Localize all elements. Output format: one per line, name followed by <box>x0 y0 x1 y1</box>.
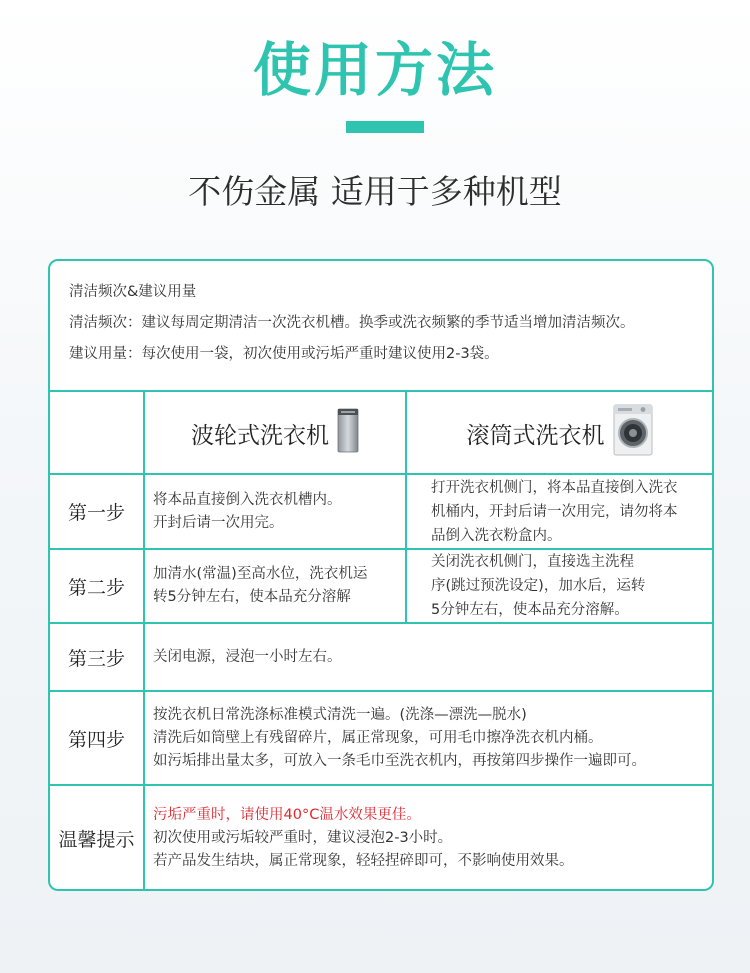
step-1-front-loader <box>431 475 712 548</box>
step-2-top-loader <box>145 550 405 622</box>
step-2-front-loader <box>431 550 712 622</box>
tips-text: 初次使用或污垢较严重时，建议浸泡2-3小时。 <box>153 830 453 846</box>
step-text: 如污垢排出量太多，可放入一条毛巾至洗衣机内，再按第四步操作一遍即可。 <box>153 752 646 769</box>
header-top-loader <box>145 392 405 474</box>
intro-heading: 清洁频次&建议用量 <box>69 284 197 300</box>
step-text: 关闭洗衣机侧门，直接选主洗程 <box>431 554 634 570</box>
step-text: 将本品直接倒入洗衣机槽内。 <box>153 491 342 508</box>
step-text: 转5分钟左右，使本品充分溶解 <box>153 589 351 605</box>
header-front-loader <box>407 392 712 474</box>
intro-dosage: 建议用量：每次使用一袋，初次使用或污垢严重时建议使用2-3袋。 <box>69 346 499 362</box>
step-1-label: 第一步 <box>67 502 125 524</box>
step-3-label: 第三步 <box>67 647 125 670</box>
step-3-content <box>145 624 712 690</box>
instructions-table <box>48 259 714 891</box>
step-4-content <box>145 692 712 784</box>
front-loader-label: 滚筒式洗衣机 <box>466 422 605 449</box>
step-text: 打开洗衣机侧门，将本品直接倒入洗衣 <box>431 479 678 496</box>
tips-content <box>145 786 712 891</box>
step-text: 清洗后如筒壁上有残留碎片，属正常现象，可用毛巾擦净洗衣机内桶。 <box>153 729 603 746</box>
step-text: 5分钟左右，使本品充分溶解。 <box>431 602 629 618</box>
step-1-top-loader <box>145 475 405 548</box>
tips-text: 若产品发生结块，属正常现象，轻轻捏碎即可，不影响使用效果。 <box>153 853 574 869</box>
step-2-label: 第二步 <box>67 576 125 599</box>
usage-intro <box>50 261 712 391</box>
step-text: 品倒入洗衣粉盒内。 <box>431 527 562 544</box>
step-text: 机桶内，开封后请一次用完，请勿将本 <box>431 503 678 520</box>
top-load-washer-icon <box>337 407 359 459</box>
page-subtitle: 不伤金属 适用于多种机型 <box>188 172 562 211</box>
step-text: 关闭电源，浸泡一小时左右。 <box>153 648 342 665</box>
step-text: 开封后请一次用完。 <box>153 514 284 531</box>
tips-label: 温馨提示 <box>58 829 135 851</box>
step-text: 加清水(常温)至高水位，洗衣机运 <box>153 566 368 582</box>
step-text: 序(跳过预洗设定)，加水后，运转 <box>431 578 646 594</box>
top-loader-label: 波轮式洗衣机 <box>191 422 329 449</box>
title-underline <box>346 121 424 133</box>
step-text: 按洗衣机日常洗涤标准模式清洗一遍。(洗涤—漂洗—脱水) <box>153 706 527 723</box>
front-load-washer-icon <box>613 404 653 462</box>
page-title: 使用方法 <box>252 36 497 104</box>
tips-warning: 污垢严重时，请使用40°C温水效果更佳。 <box>153 807 421 823</box>
step-4-label: 第四步 <box>67 728 125 751</box>
intro-frequency: 清洁频次：建议每周定期清洁一次洗衣机槽。换季或洗衣频繁的季节适当增加清洁频次。 <box>69 315 635 331</box>
